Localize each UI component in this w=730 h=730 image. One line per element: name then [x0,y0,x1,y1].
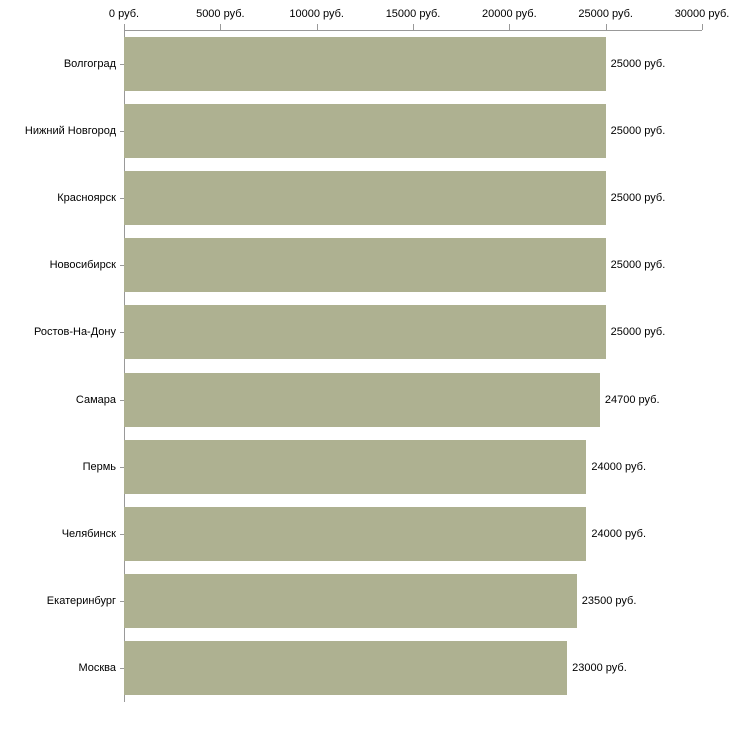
y-tick-label: Новосибирск [49,259,116,272]
bar[interactable] [124,37,606,91]
bar-value-label: 24000 руб. [591,528,647,540]
y-tick-label: Ростов-На-Дону [33,326,116,339]
bar[interactable] [124,641,567,695]
bar-value-label: 24700 руб. [604,393,660,406]
bar[interactable] [124,574,577,628]
x-tick-label: 30000 руб. [674,8,730,20]
x-axis-line [124,30,702,31]
bar[interactable] [124,171,606,225]
x-tick-mark [413,24,414,30]
bar[interactable] [124,507,586,561]
bar-value-label: 24000 руб. [591,460,647,473]
x-tick-label: 25000 руб. [578,8,633,20]
y-tick-label: Екатеринбург [46,595,116,608]
x-tick-label: 10000 руб. [289,8,344,20]
x-tick-label: 20000 руб. [482,8,537,20]
x-tick-mark [220,24,221,30]
bar[interactable] [124,440,586,494]
x-tick-label: 15000 руб. [385,8,441,20]
bar-value-label: 25000 руб. [610,124,666,137]
y-tick-label: Челябинск [61,528,116,540]
bar-value-label: 25000 руб. [610,192,666,204]
bar[interactable] [124,104,606,158]
y-tick-label: Нижний Новгород [24,124,116,137]
x-tick-mark [606,24,607,30]
bar[interactable] [124,305,606,359]
bar-value-label: 23500 руб. [581,595,637,608]
bar[interactable] [124,373,600,427]
y-tick-label: Пермь [82,460,116,473]
y-tick-label: Волгоград [63,57,116,70]
y-tick-label: Красноярск [57,192,116,204]
bar-value-label: 25000 руб. [610,326,666,339]
x-tick-mark [509,24,510,30]
x-tick-mark [124,24,125,30]
bar[interactable] [124,238,606,292]
x-tick-mark [317,24,318,30]
x-tick-label: 5000 руб. [196,8,245,20]
y-tick-label: Москва [78,662,116,675]
y-tick-label: Самара [75,393,116,406]
bar-value-label: 25000 руб. [610,259,666,272]
x-tick-label: 0 руб. [108,8,140,20]
x-tick-mark [702,24,703,30]
bar-value-label: 25000 руб. [610,57,666,70]
bar-value-label: 23000 руб. [572,662,627,675]
